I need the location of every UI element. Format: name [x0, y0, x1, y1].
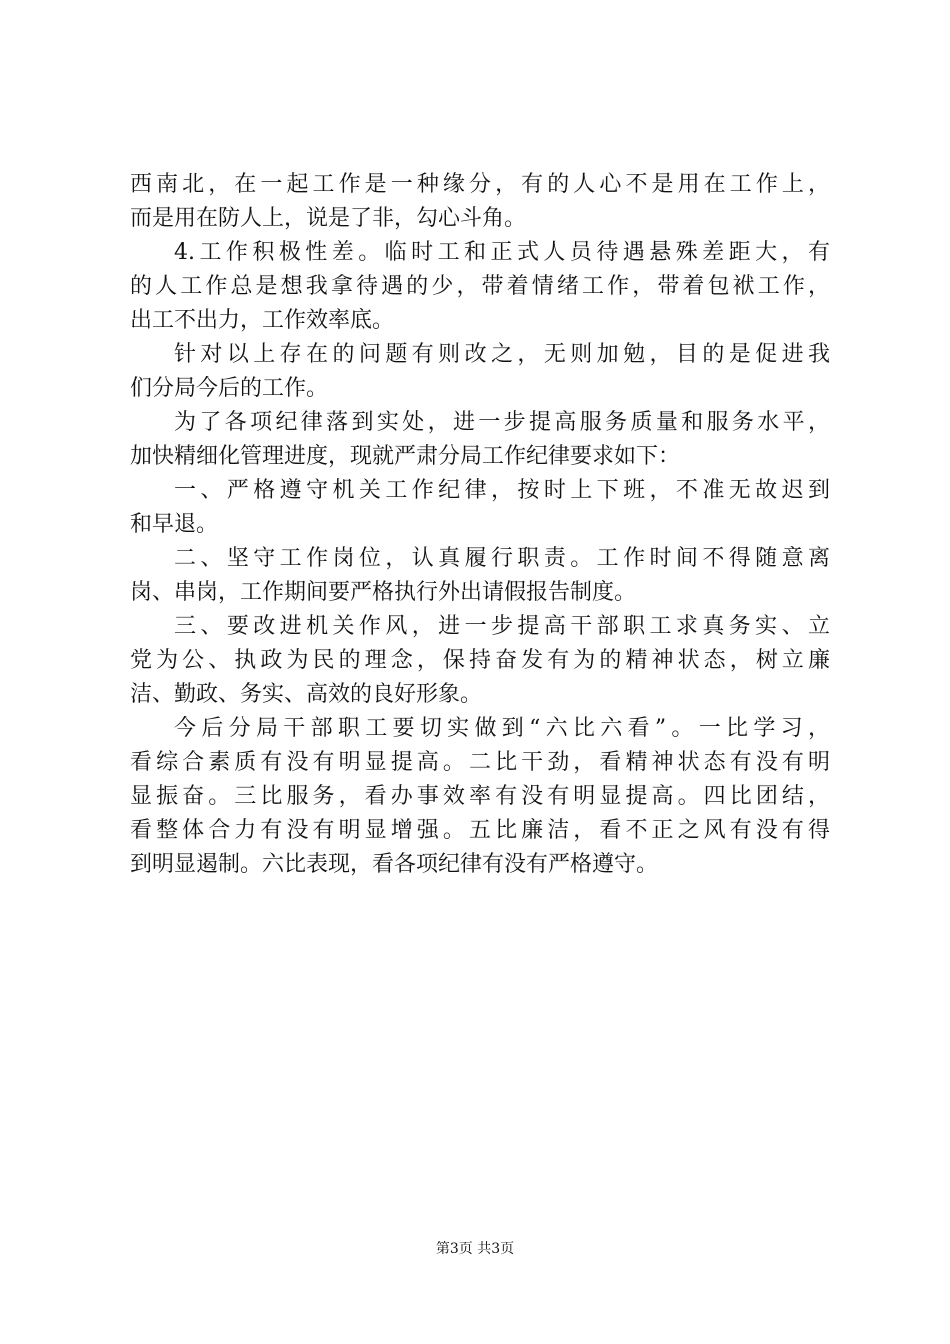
text-line: 西南北，在一起工作是一种缘分，有的人心不是用在工作上，: [130, 172, 830, 197]
text-line: 看整体合力有没有明显增强。五比廉洁，看不正之风有没有得: [130, 818, 830, 843]
text-line: 看综合素质有没有明显提高。二比干劲，看精神状态有没有明: [130, 750, 830, 775]
text-line: 到明显遏制。六比表现，看各项纪律有没有严格遵守。: [130, 852, 659, 877]
text-line: 针对以上存在的问题有则改之，无则加勉，目的是促进我: [174, 342, 830, 367]
text-line: 洁、勤政、务实、高效的良好形象。: [130, 682, 483, 707]
text-line: 三、要改进机关作风，进一步提高干部职工求真务实、立: [174, 614, 830, 639]
text-line: 岗、串岗，工作期间要严格执行外出请假报告制度。: [130, 580, 637, 605]
text-line: 党为公、执政为民的理念，保持奋发有为的精神状态，树立廉: [130, 648, 830, 673]
text-line: 们分局今后的工作。: [130, 376, 329, 401]
text-line: 为了各项纪律落到实处，进一步提高服务质量和服务水平，: [174, 410, 830, 435]
text-line: 加快精细化管理进度，现就严肃分局工作纪律要求如下：: [130, 444, 681, 469]
page-footer: 第3页 共3页: [435, 1241, 515, 1257]
text-line: 而是用在防人上，说是了非，勾心斗角。: [130, 206, 527, 231]
text-line: 出工不出力，工作效率底。: [130, 308, 395, 333]
text-line: 今后分局干部职工要切实做到“六比六看”。一比学习，: [174, 716, 830, 741]
text-line: 一、严格遵守机关工作纪律，按时上下班，不准无故迟到: [174, 478, 830, 503]
text-line: 的人工作总是想我拿待遇的少，带着情绪工作，带着包袱工作，: [130, 274, 830, 299]
text-line: 二、坚守工作岗位，认真履行职责。工作时间不得随意离: [174, 546, 830, 571]
text-line: 4.工作积极性差。临时工和正式人员待遇悬殊差距大，有: [174, 240, 830, 265]
text-line: 显振奋。三比服务，看办事效率有没有明显提高。四比团结，: [130, 784, 830, 809]
document-body: [130, 168, 830, 882]
text-line: 和早退。: [130, 512, 219, 537]
